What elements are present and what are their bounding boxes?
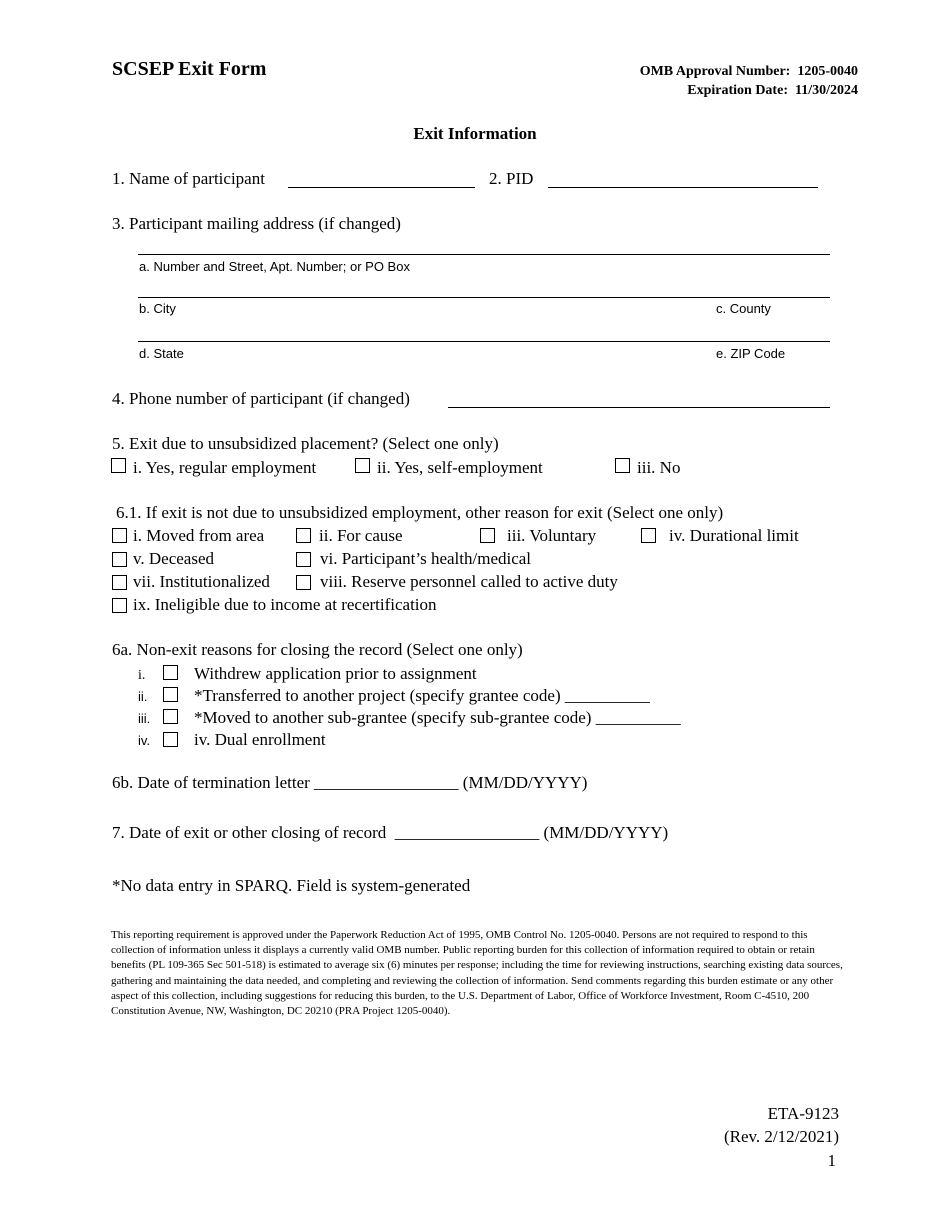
page-number: 1 [827, 1151, 836, 1170]
county-label: c. County [716, 301, 771, 316]
q1-label: 1. Name of participant [112, 169, 265, 188]
q6a-marker-2: ii. [138, 689, 148, 704]
state-zip-field[interactable] [138, 341, 830, 342]
exit-date-field[interactable]: _________________ [394, 823, 540, 842]
q6a-option-2-label: *Transferred to another project (specify grantee code) __________ [194, 686, 650, 705]
q6a-option-3-label: *Moved to another sub-grantee (specify sub-grantee code) __________ [194, 708, 681, 727]
q61-option-9-label: ix. Ineligible due to income at recertification [133, 595, 437, 614]
q61-option-6-checkbox[interactable] [296, 552, 311, 567]
q6a-option-3-checkbox[interactable] [163, 709, 178, 724]
q6b-label: 6b. Date of termination letter [112, 773, 310, 792]
q4-label: 4. Phone number of participant (if changed) [112, 389, 410, 408]
q61-option-7-checkbox[interactable] [112, 575, 127, 590]
form-title: SCSEP Exit Form [112, 58, 267, 80]
street-field[interactable] [138, 254, 830, 255]
q61-option-6-label: vi. Participant’s health/medical [320, 549, 532, 568]
q6a-marker-4: iv. [138, 733, 151, 748]
q5-option-3-label: iii. No [637, 458, 681, 477]
q61-option-7-label: vii. Institutionalized [133, 572, 270, 591]
q6a-option-1-label: Withdrew application prior to assignment [194, 664, 477, 683]
state-label: d. State [139, 346, 184, 361]
q6a-option-4-checkbox[interactable] [163, 732, 178, 747]
q61-option-4-checkbox[interactable] [641, 528, 656, 543]
q61-option-3-checkbox[interactable] [480, 528, 495, 543]
q5-option-1-checkbox[interactable] [111, 458, 126, 473]
system-note: *No data entry in SPARQ. Field is system-generated [112, 876, 471, 895]
city-label: b. City [139, 301, 176, 316]
omb-number: 1205-0040 [797, 64, 858, 79]
exp-date: 11/30/2024 [794, 83, 858, 98]
q6b-format: (MM/DD/YYYY) [462, 773, 588, 792]
q61-option-5-checkbox[interactable] [112, 552, 127, 567]
q6a-option-1-checkbox[interactable] [163, 665, 178, 680]
q3-label: 3. Participant mailing address (if changed) [112, 214, 401, 233]
q5-option-1-label: i. Yes, regular employment [133, 458, 317, 477]
q5-option-2-label: ii. Yes, self-employment [377, 458, 543, 477]
q61-option-1-label: i. Moved from area [133, 526, 265, 545]
q61-option-2-label: ii. For cause [319, 526, 403, 545]
q61-option-3-label: iii. Voluntary [507, 526, 597, 545]
q61-option-5-label: v. Deceased [133, 549, 215, 568]
q61-option-8-checkbox[interactable] [296, 575, 311, 590]
burden-statement: This reporting requirement is approved under the Paperwork Reduction Act of 1995, OMB Control No. 1205-0040. Persons are not required to respond to this collection of information unless it displays a currently valid OMB number. Public reporting burden for this collection of information required to obtain or retain benefits (PL 109-365 Sec 501-518) is estimated to average six (6) minutes per response; including the time for reviewing instructions, searching existing data sources, gathering and maintaining the data needed, and completing and reviewing the collection of information. Send comments regarding this burden estimate or any other aspect of this collection, including suggestions for reducing this burden, to the U.S. Department of Labor, Office of Workforce Investment, Room C-4510, 200 Constitution Avenue, NW, Washington, DC 20210 (PRA Project 1205-0040). [111, 929, 843, 1018]
q6b-row [112, 773, 587, 793]
q6a-option-4-label: iv. Dual enrollment [194, 730, 326, 749]
omb-label: OMB Approval Number: [639, 64, 791, 79]
pid-field[interactable] [548, 187, 818, 188]
expiration-date: Expiration Date: 11/30/2024 [687, 83, 858, 98]
q6a-marker-3: iii. [138, 711, 151, 726]
revision-date: (Rev. 2/12/2021) [723, 1127, 839, 1146]
q5-label: 5. Exit due to unsubsidized placement? (Select one only) [112, 434, 499, 453]
q6a-option-2-checkbox[interactable] [163, 687, 178, 702]
q7-format: (MM/DD/YYYY) [543, 823, 669, 842]
q61-option-9-checkbox[interactable] [112, 598, 127, 613]
q2-label: 2. PID [489, 169, 534, 188]
q61-option-2-checkbox[interactable] [296, 528, 311, 543]
q61-option-4-label: iv. Durational limit [669, 526, 799, 545]
omb-approval [640, 63, 858, 80]
exp-label: Expiration Date [687, 83, 784, 98]
q6a-marker-1: i. [138, 668, 146, 683]
termination-date-field[interactable]: _________________ [314, 773, 459, 792]
q61-option-8-label: viii. Reserve personnel called to active duty [320, 572, 618, 591]
section-title: Exit Information [413, 124, 537, 143]
q7-row [112, 823, 668, 843]
q7-label: 7. Date of exit or other closing of record [112, 823, 387, 842]
q5-option-2-checkbox[interactable] [355, 458, 370, 473]
q61-label: 6.1. If exit is not due to unsubsidized employment, other reason for exit (Select one only) [116, 503, 724, 522]
participant-name-field[interactable] [288, 187, 475, 188]
zip-label: e. ZIP Code [716, 346, 786, 361]
form-number: ETA-9123 [767, 1104, 839, 1123]
q6a-label: 6a. Non-exit reasons for closing the record (Select one only) [112, 640, 523, 659]
phone-field[interactable] [448, 407, 830, 408]
street-label: a. Number and Street, Apt. Number; or PO Box [139, 259, 410, 274]
q5-option-3-checkbox[interactable] [615, 458, 630, 473]
q61-option-1-checkbox[interactable] [112, 528, 127, 543]
city-county-field[interactable] [138, 297, 830, 298]
